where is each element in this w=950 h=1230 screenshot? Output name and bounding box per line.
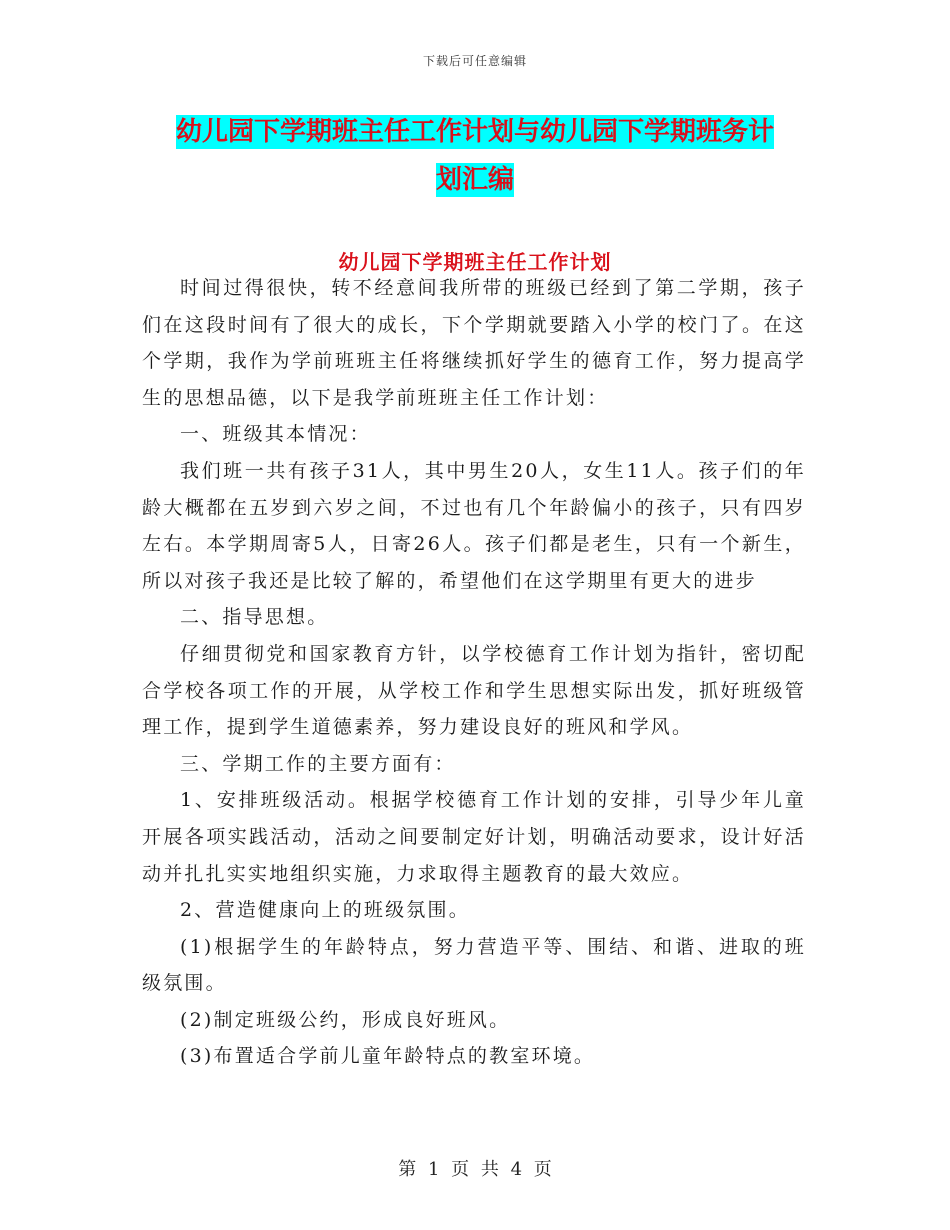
paragraph: 时间过得很快，转不经意间我所带的班级已经到了第二学期，孩子们在这段时间有了很大的成长，下个学期就要踏入小学的校门了。在这个学期，我作为学前班班主任将继续抓好学生的德育工作，努力提高学生的思想品德，以下是我学前班班主任工作计划：: [142, 277, 806, 409]
header-note: 下载后可任意编辑: [422, 54, 527, 68]
paragraph: (2)制定班级公约，形成良好班风。: [180, 1008, 511, 1031]
paragraph: (1)根据学生的年龄特点，努力营造平等、围结、和谐、进取的班级氛围。: [142, 935, 806, 995]
document-body: [142, 270, 806, 1075]
paragraph: 我们班一共有孩子31人，其中男生20人，女生11人。孩子们的年龄大概都在五岁到六岁之间，不过也有几个年龄偏小的孩子，只有四岁左右。本学期周寄5人，日寄26人。孩子们都是老生，只有一个新生，所以对孩子我还是比较了解的，希望他们在这学期里有更大的进步: [142, 459, 806, 592]
paragraph: 1、安排班级活动。根据学校德育工作计划的安排，引导少年儿童开展各项实践活动，活动之间要制定好计划，明确活动要求，设计好活动并扎扎实实地组织实施，力求取得主题教育的最大效应。: [142, 789, 806, 885]
page-footer: 第 1 页 共 4 页: [398, 1159, 552, 1180]
paragraph: 二、指导思想。: [180, 606, 329, 629]
document-title-line-2: 划汇编: [435, 165, 514, 195]
paragraph: 一、班级其本情况：: [180, 423, 371, 446]
document-title-line-1: 幼儿园下学期班主任工作计划与幼儿园下学期班务计: [175, 117, 774, 147]
document-title: [130, 108, 820, 204]
paragraph: 仔细贯彻党和国家教育方针，以学校德育工作计划为指针，密切配合学校各项工作的开展，从学校工作和学生思想实际出发，抓好班级管理工作，提到学生道德素养，努力建设良好的班风和学风。: [142, 642, 806, 739]
paragraph: 2、营造健康向上的班级氛围。: [180, 899, 470, 922]
paragraph: (3)布置适合学前儿童年龄特点的教室环境。: [180, 1045, 596, 1068]
section-title: 幼儿园下学期班主任工作计划: [338, 250, 612, 274]
paragraph: 三、学期工作的主要方面有：: [180, 752, 456, 775]
